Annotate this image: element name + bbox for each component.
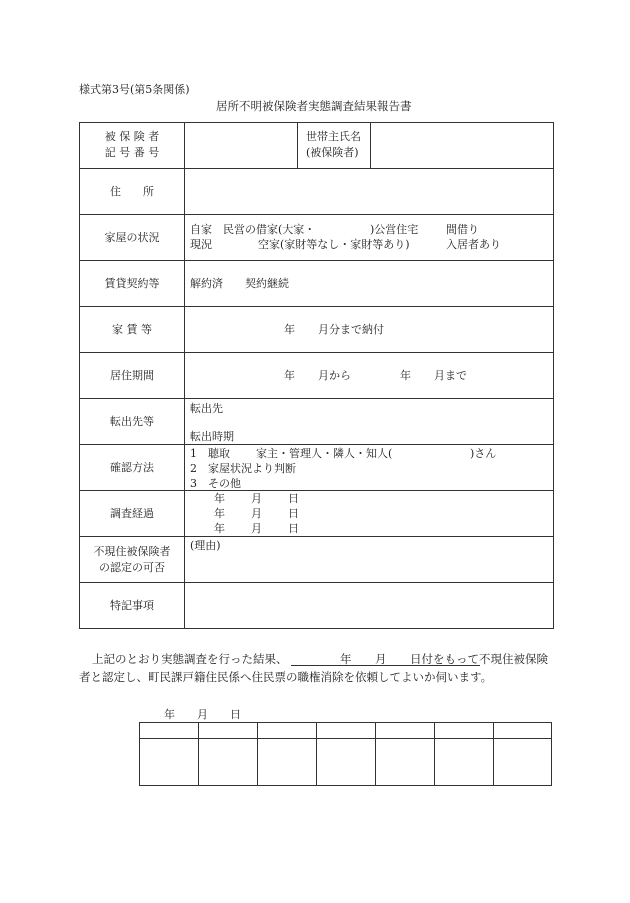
- survey-date-3: 年 月 日: [214, 522, 299, 535]
- insured-number-field[interactable]: [186, 124, 296, 167]
- statement-year: 年: [340, 652, 352, 666]
- lease-options: 解約済 契約継続: [190, 277, 289, 290]
- moveout-time-label: 転出時期: [190, 430, 234, 443]
- residence-period-label: 居住期間: [110, 369, 154, 382]
- house-status-line2-b: 空家(家財等なし・家財等あり): [258, 238, 410, 251]
- confirmation-method-label: 確認方法: [110, 461, 154, 474]
- approval-date: 年 月 日: [164, 708, 241, 721]
- period-to-month: 月まで: [434, 369, 467, 382]
- insured-number-label: 被 保 険 者 記 号 番 号: [104, 130, 160, 159]
- house-status-line2-a: 現況: [190, 238, 212, 251]
- address-field[interactable]: [186, 170, 552, 213]
- period-to-year: 年: [400, 369, 411, 382]
- household-head-field[interactable]: [372, 124, 552, 167]
- confirm-item2: 2 家屋状況より判断: [190, 462, 296, 475]
- lease-label: 賃貸契約等: [104, 277, 160, 290]
- house-status-line1-a: 自家 民営の借家(大家・: [190, 223, 316, 236]
- address-label: 住 所: [110, 185, 154, 198]
- confirm-item3: 3 その他: [190, 477, 241, 490]
- nonresident-label: 不現住被保険者 の認定の可否: [93, 545, 171, 574]
- moveout-label: 転出先等: [110, 415, 154, 428]
- statement-day-tail: 日付をもって不現住被保険: [410, 652, 548, 666]
- rent-year: 年: [284, 323, 295, 336]
- remarks-field[interactable]: [186, 584, 552, 627]
- rent-month: 月分まで納付: [318, 323, 384, 336]
- household-head-label: 世帯主氏名 (被保険者): [306, 130, 361, 159]
- confirm-item1-b: 家主・管理人・隣人・知人(: [256, 447, 393, 460]
- period-from-month: 月から: [318, 369, 351, 382]
- survey-date-2: 年 月 日: [214, 507, 299, 520]
- form-number: 様式第3号(第5条関係): [79, 83, 190, 96]
- house-status-line2-c: 入居者あり: [446, 238, 501, 251]
- house-status-label: 家屋の状況: [104, 231, 160, 244]
- nonresident-reason-label: (理由): [190, 539, 221, 552]
- remarks-label: 特記事項: [110, 599, 154, 612]
- survey-progress-label: 調査経過: [110, 507, 154, 520]
- statement-line2: 者と認定し、町民課戸籍住民係へ住民票の職権消除を依頼してよいか伺います。: [79, 670, 493, 684]
- moveout-destination-label: 転出先: [190, 402, 223, 415]
- period-from-year: 年: [284, 369, 295, 382]
- statement-line1-a: 上記のとおり実態調査を行った結果、: [92, 652, 288, 666]
- confirm-item1-c: )さん: [470, 447, 497, 460]
- house-status-line1-c: 間借り: [446, 223, 479, 236]
- survey-date-1: 年 月 日: [214, 492, 299, 505]
- document-title: 居所不明被保険者実態調査結果報告書: [216, 99, 412, 113]
- confirm-item1-a: 1 聴取: [190, 447, 230, 460]
- rent-label: 家 賃 等: [112, 323, 152, 336]
- house-status-line1-b: )公営住宅: [370, 223, 419, 236]
- statement-month: 月: [375, 652, 387, 666]
